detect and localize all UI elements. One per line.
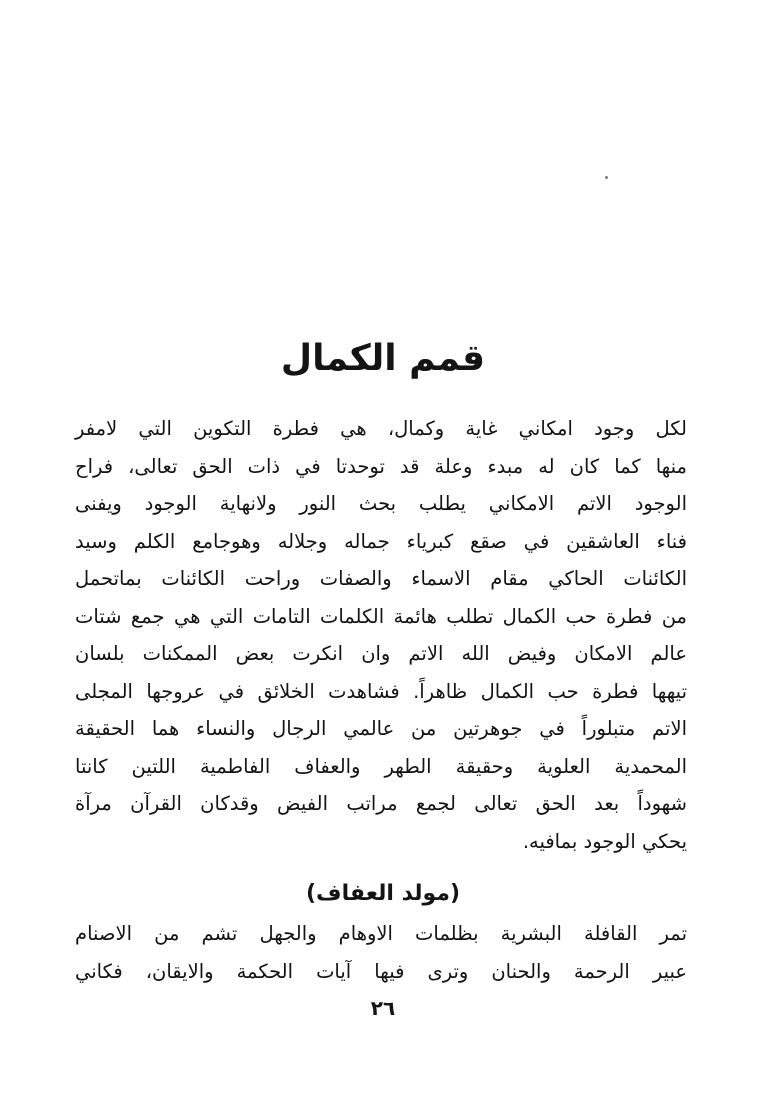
text-line: الوجود الاتم الامكاني يطلب بحث النور ولانهاية الوجود ويفنى bbox=[75, 492, 687, 515]
text-line: منها كما كان له مبدء وعلة قد توحدتا في ذات الحق تعالى، فراح bbox=[75, 454, 687, 478]
page-number: ٢٦ bbox=[370, 996, 396, 1020]
text-line: الاتم متبلوراً في جوهرتين من عالمي الرجال والنساء هما الحقيقة bbox=[75, 717, 687, 740]
chapter-title: قمم الكمال bbox=[280, 338, 486, 379]
text-line: من فطرة حب الكمال تطلب هائمة الكلمات التامات التي هي جمع شتات bbox=[75, 604, 687, 628]
paragraph-birth bbox=[75, 915, 687, 990]
paragraph-intro bbox=[75, 410, 687, 860]
text-line: عبير الرحمة والحنان وترى فيها آيات الحكمة والايقان، فكاني bbox=[75, 959, 687, 983]
text-line: الكائنات الحاكي مقام الاسماء والصفات وراحت الكائنات بماتحمل bbox=[75, 567, 687, 590]
text-line: عالم الامكان وفيض الله الاتم وان انكرت بعض الممكنات بلسان bbox=[75, 642, 687, 665]
section-subtitle: (مولد العفاف) bbox=[305, 881, 461, 906]
ink-speck bbox=[605, 176, 608, 179]
text-line: يحكي الوجود بمافيه. bbox=[522, 829, 687, 853]
text-line: فناء العاشقين في صقع كبرياء جماله وجلاله وهوجامع الكلم وسيد bbox=[75, 529, 687, 553]
text-line: المحمدية العلوية وحقيقة الطهر والعفاف الفاطمية اللتين كانتا bbox=[75, 754, 687, 778]
text-line: شهوداً بعد الحق تعالى لجمع مراتب الفيض وقدكان القرآن مرآة bbox=[75, 792, 687, 815]
text-line: لكل وجود امكاني غاية وكمال، هي فطرة التكوين التي لامفر bbox=[75, 417, 687, 440]
text-line: تمر القافلة البشرية بظلمات الاوهام والجهل تشم من الاصنام bbox=[75, 922, 687, 945]
text-line: تيهها فطرة حب الكمال ظاهراً. فشاهدت الخلائق في عروجها المجلى bbox=[75, 679, 687, 703]
